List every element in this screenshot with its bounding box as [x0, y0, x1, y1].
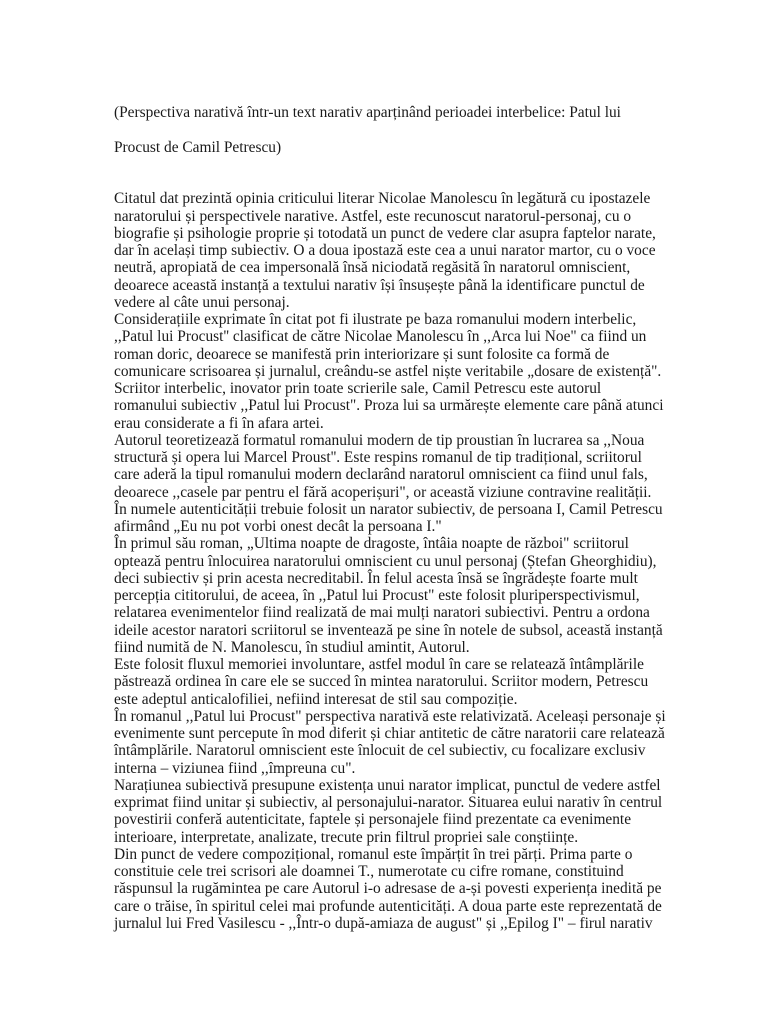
text-line: relatarea evenimentelor fiind realizată de mai mulți naratori subiectivi. Pentru a ordona	[114, 604, 650, 622]
text-line: constituie cele trei scrisori ale doamnei T., numerotate cu cifre romane, constituind	[114, 863, 624, 880]
text-line: În romanul ,,Patul lui Procust" perspectiva narativă este relativizată. Aceleași personaje și	[114, 707, 666, 725]
text-line: jurnalul lui Fred Vasilescu - ,,Într-o după-amiaza de august" și ,,Epilog I" – firul narativ	[114, 914, 653, 932]
text-line: evenimente sunt percepute în mod diferit și chiar antitetic de către naratorii care relatează	[114, 725, 665, 742]
text-line: care o trăise, în spiritul celei mai profunde autenticități. A doua parte este reprezentată de	[114, 897, 662, 915]
title-line: Procust de Camil Petrescu)	[114, 138, 282, 156]
text-line: deci subiectiv și prin acesta necreditabil. În felul acesta însă se îngrădește foarte mult	[114, 569, 638, 587]
title-line: (Perspectiva narativă într-un text narativ aparținând perioadei interbelice: Patul lui	[114, 104, 621, 122]
text-line: vedere al câte unui personaj.	[114, 293, 290, 311]
text-line: Citatul dat prezintă opinia criticului literar Nicolae Manolescu în legătură cu ipostazele	[114, 190, 651, 208]
text-line: ,,Patul lui Procust'' clasificat de către Nicolae Manolescu în ,,Arca lui Noe" ca fiind un	[114, 328, 647, 346]
text-line: romanului subiectiv ,,Patul lui Procust". Proza lui sa urmărește elemente care până atunci	[114, 397, 664, 415]
text-line: Considerațiile exprimate în citat pot fi ilustrate pe baza romanului modern interbelic,	[114, 311, 637, 328]
text-line: exprimat fiind unitar și subiectiv, al personajului-narator. Situarea eului narativ în centrul	[114, 794, 663, 811]
text-line: ideile acestor naratori scriitorul se inventează pe sine în notele de subsol, această instanță	[114, 621, 663, 639]
text-line: neutră, apropiată de cea impersonală însă niciodată regăsită în naratorul omniscient,	[114, 259, 631, 277]
text-line: Este folosit fluxul memoriei involuntare, astfel modul în care se relatează întâmplările	[114, 656, 644, 673]
text-line: optează pentru înlocuirea naratorului omniscient cu unul personaj (Ștefan Gheorghidiu),	[114, 552, 657, 570]
text-line: afirmând „Eu nu pot vorbi onest decât la persoana I."	[114, 518, 442, 535]
document-body	[114, 87, 666, 932]
text-line: fiind numită de N. Manolescu, în studiul amintit, Autorul.	[114, 638, 470, 656]
text-line: Autorul teoretizează formatul romanului modern de tip proustian în lucrarea sa ,,Noua	[114, 431, 645, 449]
text-line: deoarece ,,casele par pentru el fără acoperișuri", or această viziune contravine realității.	[114, 483, 652, 501]
text-line: biografie și psihologie proprie și totodată un punct de vedere clar asupra faptelor narate,	[114, 224, 656, 242]
text-line: În numele autenticității trebuie folosit un narator subiectiv, de persoana I, Camil Petrescu	[114, 500, 663, 518]
document-title	[114, 87, 662, 173]
text-line: este adeptul anticalofiliei, nefiind interesat de stil sau compoziție.	[114, 690, 518, 708]
document-text	[114, 190, 666, 932]
text-line: comunicare scrisoarea și jurnalul, creându-se astfel niște veritabile „dosare de existență".	[114, 362, 662, 380]
text-line: Scriitor interbelic, inovator prin toate scrierile sale, Camil Petrescu este autorul	[114, 380, 602, 397]
text-line: interna – viziunea fiind ,,împreuna cu".	[114, 759, 356, 777]
text-line: interioare, interpretate, analizate, trecute prin filtrul propriei sale conștiințe.	[114, 828, 579, 846]
text-line: Narațiunea subiectivă presupune existența unui narator implicat, punctul de vedere astfel	[114, 776, 661, 794]
text-line: răspunsul la rugămintea pe care Autorul i-o adresase de a-și povesti experiența inedită pe	[114, 880, 662, 898]
text-line: păstrează ordinea în care ele se succed în mintea naratorului. Scriitor modern, Petrescu	[114, 673, 649, 691]
text-line: care aderă la tipul romanului modern declarând naratorul omniscient ca fiind unul fals,	[114, 466, 648, 484]
text-line: naratorului și perspectivele narative. Astfel, este recunoscut naratorul-personaj, cu o	[114, 207, 632, 225]
text-line: povestirii conferă autenticitate, faptele și personajele fiind prezentate ca evenimente	[114, 811, 632, 829]
text-line: întâmplările. Naratorul omniscient este înlocuit de cel subiectiv, cu focalizare exclusiv	[114, 742, 646, 760]
text-line: deoarece această instanță a textului narativ își însușește până la identificare punctul de	[114, 276, 645, 294]
text-line: erau considerate a fi în afara artei.	[114, 414, 324, 432]
text-line: percepția cititorului, de aceea, în ,,Patul lui Procust" este folosit pluriperspectivismul,	[114, 587, 640, 604]
text-line: dar în același timp subiectiv. O a doua ipostază este cea a unui narator martor, cu o voce	[114, 242, 656, 259]
text-line: roman doric, deoarece se manifestă prin interiorizare și sunt folosite ca formă de	[114, 345, 610, 363]
text-line: structură și opera lui Marcel Proust''. Este respins romanul de tip tradițional, scriitorul	[114, 449, 642, 466]
text-line: În primul său roman, „Ultima noapte de dragoste, întâia noapte de război" scriitorul	[114, 535, 629, 553]
text-line: Din punct de vedere compozițional, romanul este împărțit în trei părți. Prima parte o	[114, 845, 633, 863]
